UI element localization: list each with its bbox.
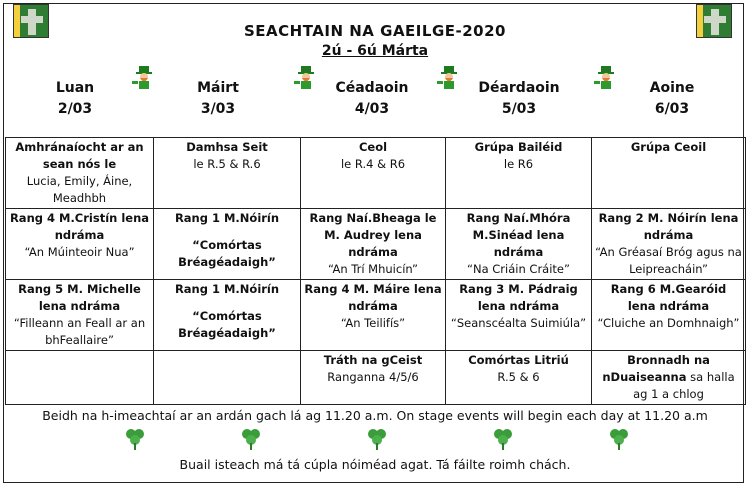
schedule-cell: Rang Naí.Mhóra M.Sinéad lena ndráma “Na Criáin Cráite”: [446, 209, 592, 280]
leprechaun-icon: [292, 65, 320, 91]
schedule-cell: Rang 1 M.Nóirín “Comórtas Bréagéadaigh”: [154, 209, 301, 280]
schedule-cell: Grúpa Bailéid le R6: [446, 138, 592, 209]
shamrock-icon: [122, 426, 148, 450]
table-row: [6, 351, 746, 405]
footer-line-1: Beidh na h-imeachtaí ar an ardán gach lá ag 11.20 a.m. On stage events will begin each day at 11.20 a.m: [42, 408, 708, 423]
schedule-cell: Ceol le R.4 & R6: [301, 138, 446, 209]
table-row: [6, 280, 746, 351]
schedule-cell: Rang 4 M. Máire lena ndráma “An Teilifís”: [301, 280, 446, 351]
date-range: 2ú - 6ú Márta: [321, 43, 429, 59]
leprechaun-icon: [592, 65, 620, 91]
page-title: SEACHTAIN NA GAEILGE-2020: [244, 22, 506, 40]
schedule-cell: [154, 351, 301, 405]
day-heading: Déardaoin 5/03: [478, 80, 560, 117]
schedule-cell: Amhránaíocht ar an sean nós le Lucia, Emily, Áine, Meadhbh: [6, 138, 154, 209]
schedule-cell: Damhsa Seit le R.5 & R.6: [154, 138, 301, 209]
leprechaun-icon: [435, 65, 463, 91]
day-heading: Céadaoin 4/03: [335, 80, 409, 117]
schedule-cell: Rang 3 M. Pádraig lena ndráma “Seanscéalta Suimiúla”: [446, 280, 592, 351]
schedule-cell: Rang Naí.Bheaga le M. Audrey lena ndráma “An Trí Mhuicín”: [301, 209, 446, 280]
day-heading: Aoine 6/03: [649, 80, 695, 117]
schedule-cell: Rang 2 M. Nóirín lena ndráma “An Gréasaí Bróg agus na Leipreacháin”: [592, 209, 746, 280]
schedule-cell: Tráth na gCeist Ranganna 4/5/6: [301, 351, 446, 405]
shamrock-icon: [238, 426, 264, 450]
schedule-cell: Comórtas Litriú R.5 & 6: [446, 351, 592, 405]
shamrock-icon: [490, 426, 516, 450]
schedule-cell: Grúpa Ceoil: [592, 138, 746, 209]
footer-line-2: Buail isteach má tá cúpla nóiméad agat. Tá fáilte roimh chách.: [179, 457, 571, 472]
day-heading: Máirt 3/03: [197, 80, 239, 117]
schedule-table: [5, 137, 746, 405]
shamrock-icon: [364, 426, 390, 450]
schedule-cell: [6, 351, 154, 405]
schedule-cell: Rang 4 M.Cristín lena ndráma “An Múinteoir Nua”: [6, 209, 154, 280]
shamrock-icon: [606, 426, 632, 450]
day-heading: Luan 2/03: [55, 80, 95, 117]
schedule-cell: Rang 1 M.Nóirín “Comórtas Bréagéadaigh”: [154, 280, 301, 351]
schedule-cell: Rang 6 M.Gearóid lena ndráma “Cluiche an Domhnaigh”: [592, 280, 746, 351]
table-row: [6, 138, 746, 209]
schedule-cell: Rang 5 M. Michelle lena ndráma “Filleann an Feall ar an bhFeallaire”: [6, 280, 154, 351]
schedule-cell: Bronnadh na nDuaiseanna sa halla ag 1 a chlog: [592, 351, 746, 405]
table-row: [6, 209, 746, 280]
leprechaun-icon: [130, 65, 158, 91]
